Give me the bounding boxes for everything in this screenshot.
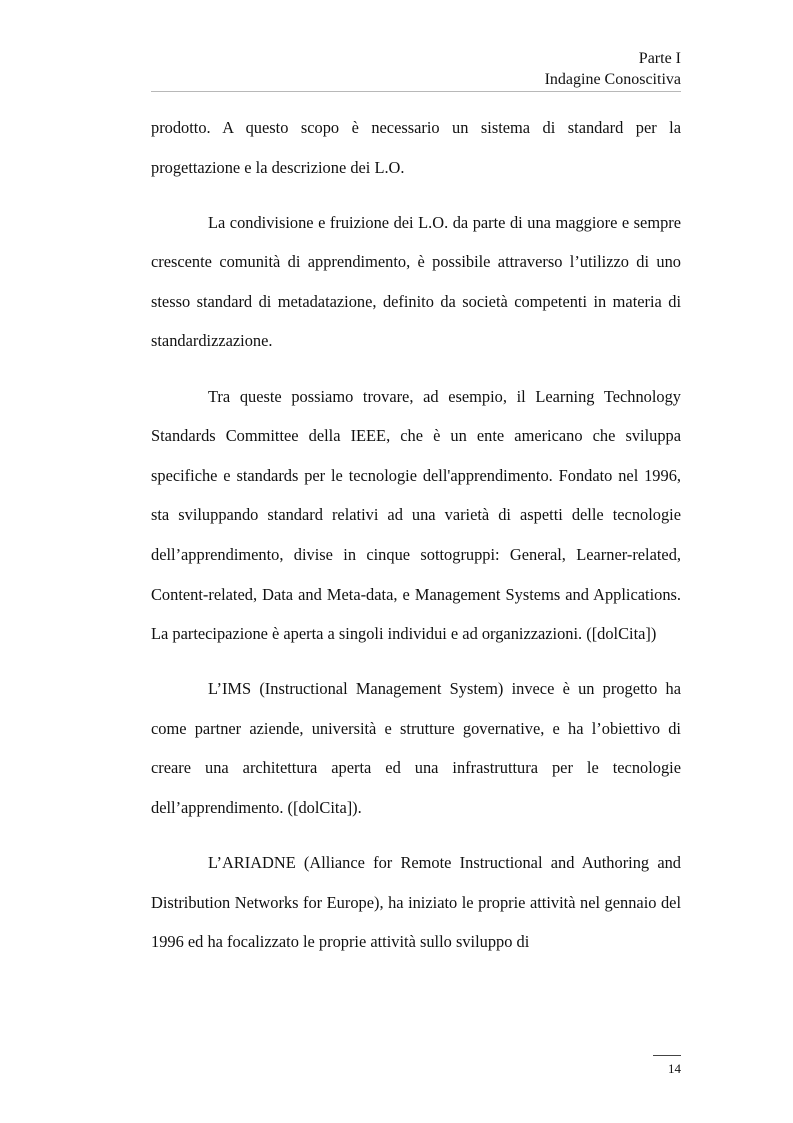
paragraph-ariadne: L’ARIADNE (Alliance for Remote Instructional and Authoring and Distribution Networks for Europe), ha iniziato le proprie attività nel gennaio del 1996 ed ha focalizzato le proprie attività sullo sviluppo di (151, 853, 681, 952)
paragraph-ieee-ltsc: Tra queste possiamo trovare, ad esempio, il Learning Technology Standards Committee della IEEE, che è un ente americano che sviluppa specifiche e standards per le tecnologie dell'apprendimento. Fondato nel 1996, sta sviluppando standard relativi ad una varietà di aspetti delle tecnologie dell’apprendimento, divise in cinque sottogruppi: General, Learner-related, Content-related, Data and Meta-data, e Management Systems and Applications. La partecipazione è aperta a singoli individui e ad organizzazioni. ([dolCita]) (151, 386, 681, 644)
running-header (151, 48, 681, 92)
paragraph-continuation: prodotto. A questo scopo è necessario un sistema di standard per la progettazione e la descrizione dei L.O. (151, 118, 681, 177)
header-section-title: Indagine Conoscitiva (544, 71, 681, 88)
page-number: 14 (653, 1055, 681, 1077)
paragraph-ims: L’IMS (Instructional Management System) invece è un progetto ha come partner aziende, università e strutture governative, e ha l’obiettivo di creare una architettura aperta ed una infrastruttura per le tecnologie dell’apprendimento. ([dolCita]). (151, 679, 681, 817)
body-text (151, 108, 681, 962)
paragraph-lo-sharing: La condivisione e fruizione dei L.O. da parte di una maggiore e sempre crescente comunità di apprendimento, è possibile attraverso l’utilizzo di uno stesso standard di metadatazione, definito da società competenti in materia di standardizzazione. (151, 212, 681, 351)
header-part: Parte I (638, 50, 681, 67)
